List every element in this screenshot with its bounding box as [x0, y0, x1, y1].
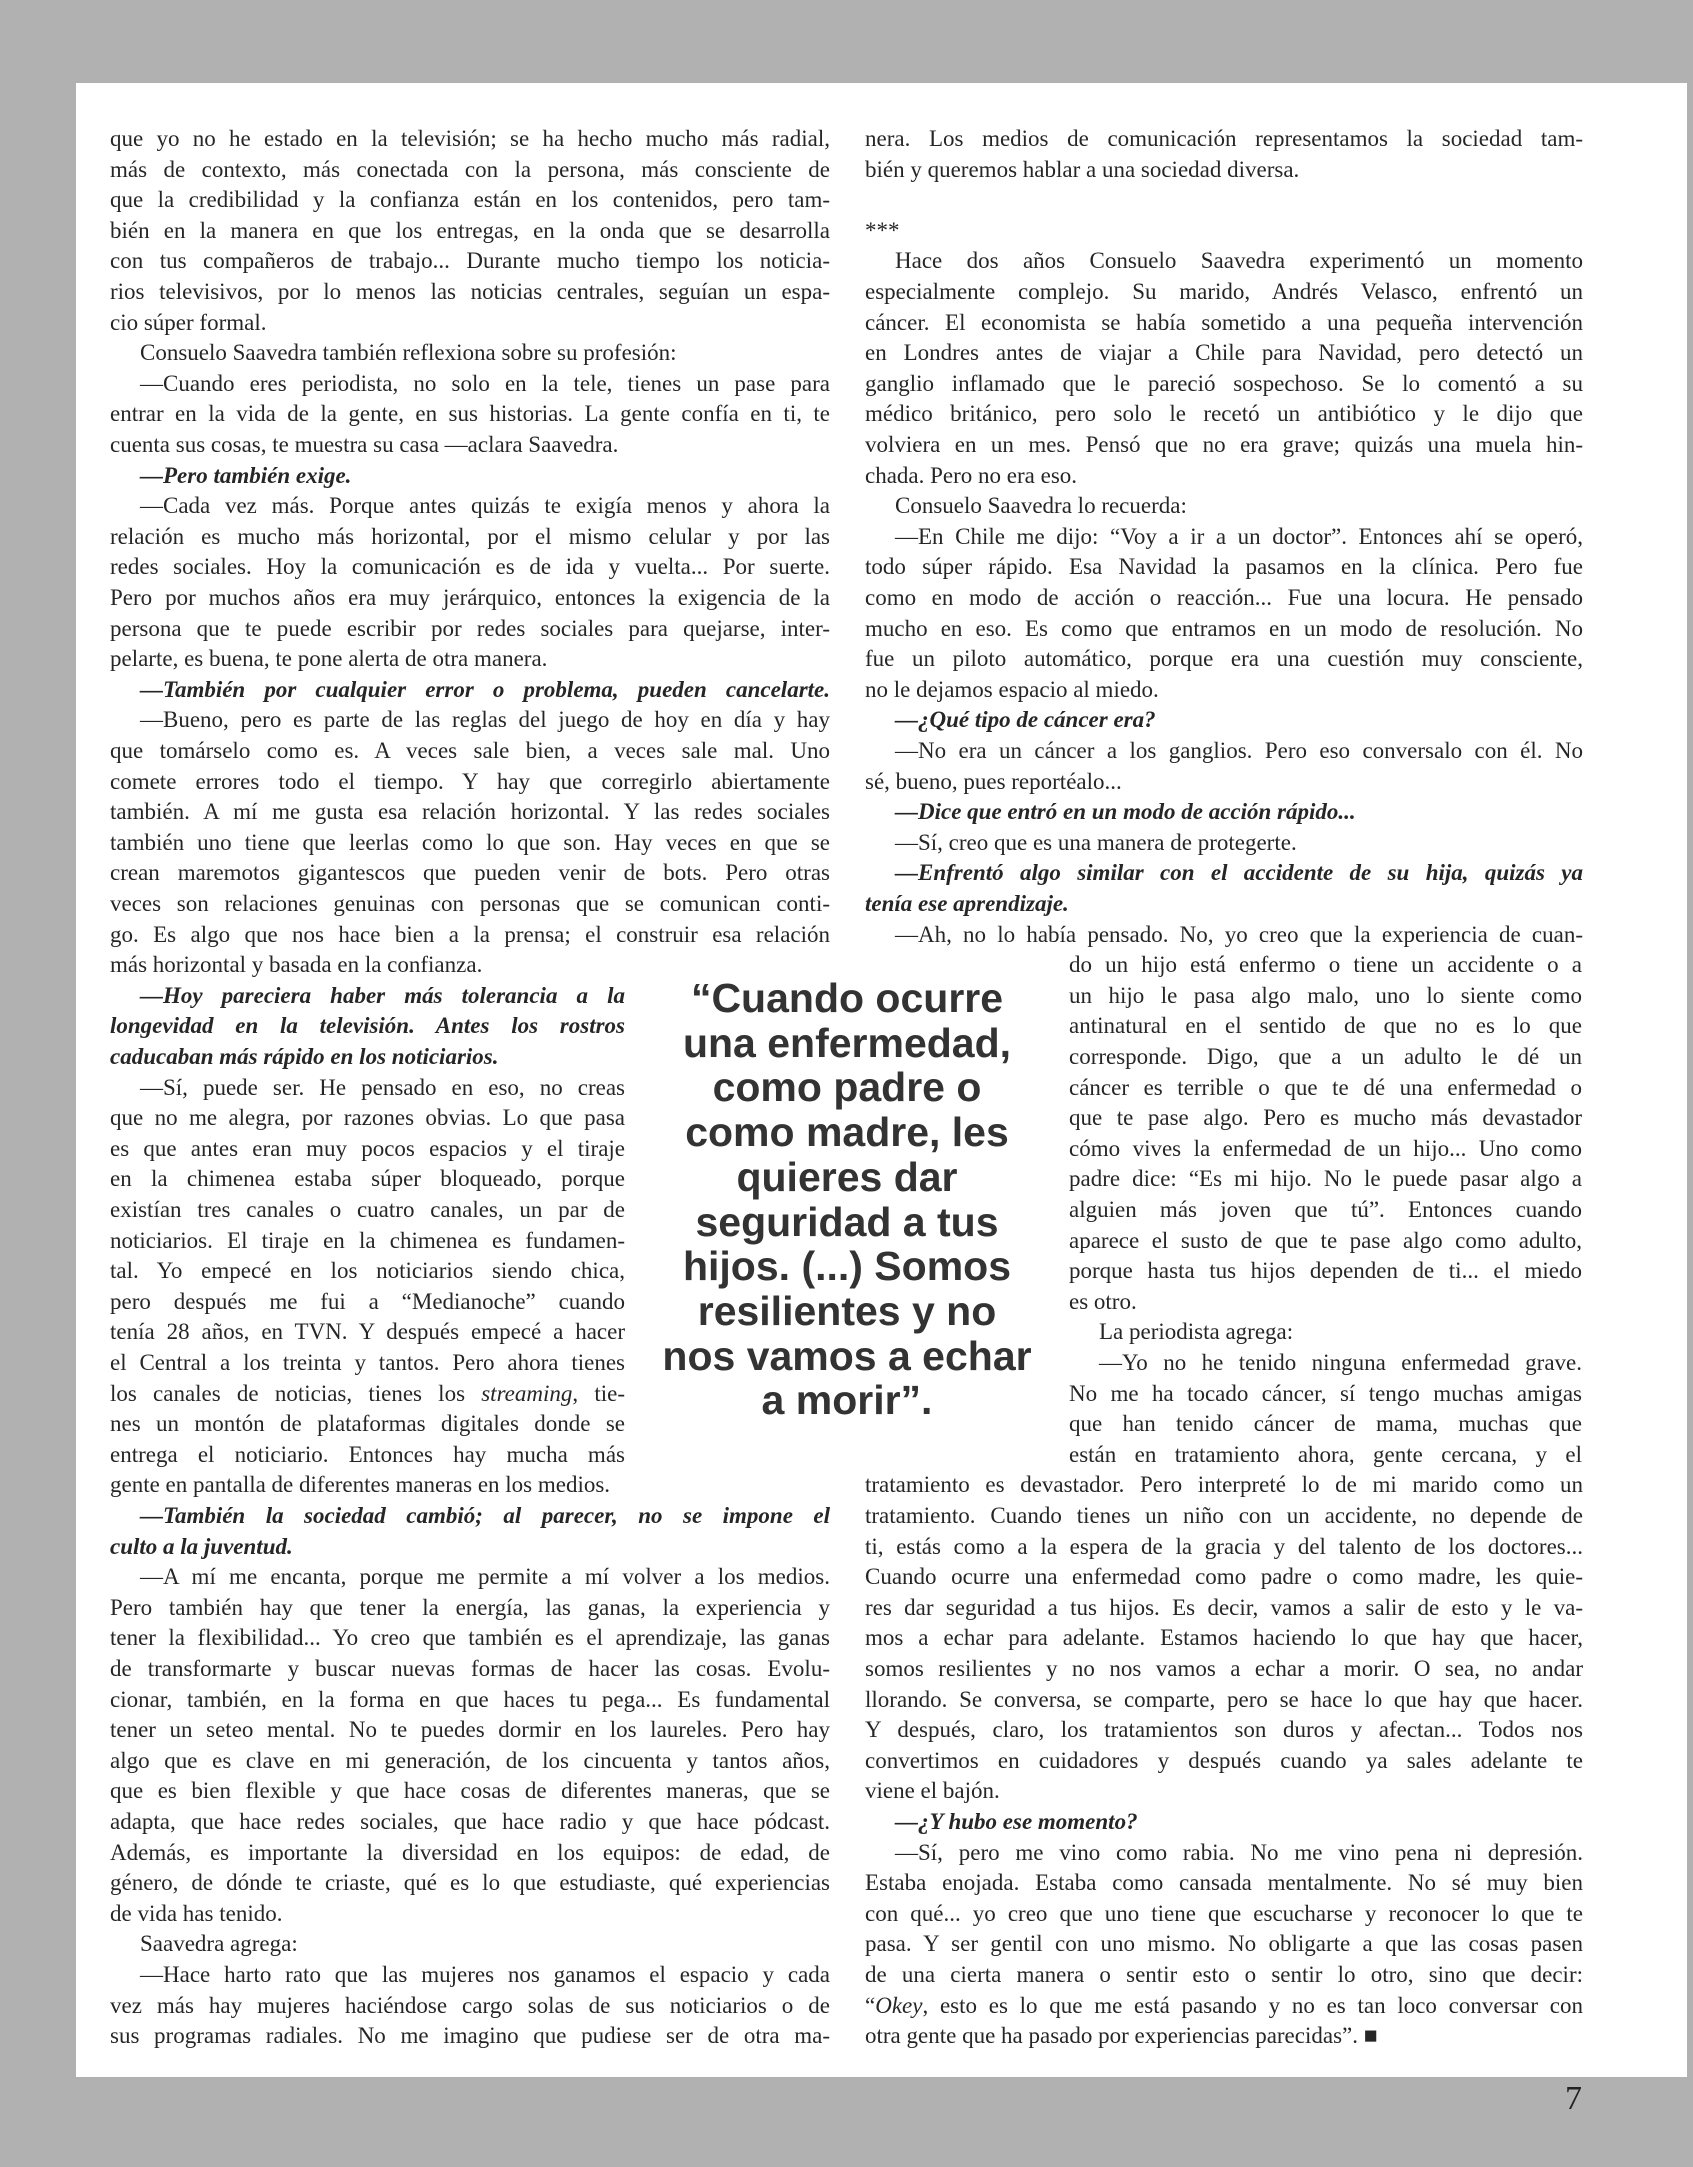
text-line: gente en pantalla de diferentes maneras en los medios.	[110, 1472, 611, 1498]
text-line: de una cierta manera o sentir esto o sentir lo otro, sino que decir:	[865, 1962, 1583, 1987]
text-line: —Ah, no lo había pensado. No, yo creo que la experiencia de cuan-	[895, 921, 1583, 947]
text-line: mucho en eso. Es como que entramos en un modo de resolución. No	[865, 615, 1583, 641]
pull-quote-line: como padre o	[712, 1064, 982, 1111]
pull-quote-line: “Cuando ocurre	[690, 975, 1004, 1021]
text-line: con tus compañeros de trabajo... Durante mucho tiempo los noticia-	[110, 248, 830, 274]
pull-quote-line: hijos. (...) Somos	[682, 1243, 1012, 1290]
text-line: pasa. Y ser gentil con uno mismo. No obligarte a que las cosas pasen	[865, 1931, 1583, 1957]
text-line: los canales de noticias, tienes los streaming, tie-	[110, 1380, 625, 1406]
pull-quote-line: seguridad a tus	[695, 1198, 999, 1245]
text-line: —Yo no he tenido ninguna enfermedad grave.	[1099, 1350, 1582, 1375]
text-line: es que antes eran muy pocos espacios y el tiraje	[110, 1135, 625, 1161]
text-line: tal. Yo empecé en los noticiarios siendo chica,	[110, 1258, 625, 1284]
pull-quote-line: nos vamos a echar	[662, 1332, 1032, 1379]
text-line: “Okey, esto es lo que me está pasando y no es tan loco conversar con	[865, 1992, 1583, 2018]
text-line: especialmente complejo. Su marido, Andrés Velasco, enfrentó un	[865, 279, 1583, 304]
magazine-page	[76, 83, 1687, 2077]
text-line: —Sí, puede ser. He pensado en eso, no creas	[140, 1074, 625, 1100]
interview-question-line: —¿Qué tipo de cáncer era?	[895, 707, 1156, 733]
text-line: Y después, claro, los tratamientos son duros y afectan... Todos nos	[865, 1717, 1583, 1743]
text-line: volviera en un mes. Pensó que no era grave; quizás una muela hin-	[865, 432, 1583, 457]
text-line: rios televisivos, por lo menos las noticias centrales, seguían un espa-	[110, 279, 830, 304]
interview-question-line: —Dice que entró en un modo de acción rápido...	[895, 799, 1356, 825]
text-line: —Bueno, pero es parte de las reglas del juego de hoy en día y hay	[140, 707, 830, 733]
text-line: crean maremotos gigantescos que pueden venir de bots. Pero otras	[110, 860, 830, 886]
text-line: Pero por muchos años era muy jerárquico, entonces la exigencia de la	[110, 585, 830, 610]
text-line: cuenta sus cosas, te muestra su casa —aclara Saavedra.	[110, 432, 619, 457]
text-line: entrar en la vida de la gente, en sus historias. La gente confía en ti, te	[110, 401, 830, 427]
text-line: que es bien flexible y que hace cosas de diferentes maneras, que se	[110, 1778, 830, 1804]
text-line: también. A mí me gusta esa relación horizontal. Y las redes sociales	[110, 799, 830, 825]
interview-question-line: —Enfrentó algo similar con el accidente de su hija, quizás ya	[895, 860, 1583, 886]
text-line: noticiarios. El tiraje en la chimenea es fundamen-	[110, 1227, 625, 1253]
text-line: —En Chile me dijo: “Voy a ir a un doctor”. Entonces ahí se operó,	[895, 523, 1583, 549]
text-line: bién y queremos hablar a una sociedad diversa.	[865, 156, 1300, 182]
text-line: ***	[865, 217, 900, 243]
text-line: Estaba enojada. Estaba como cansada mentalmente. No sé muy bien	[865, 1870, 1583, 1896]
text-line: Consuelo Saavedra lo recuerda:	[895, 493, 1187, 519]
interview-question-line: —Hoy pareciera haber más tolerancia a la	[140, 982, 625, 1008]
text-line: más horizontal y basada en la confianza.	[110, 952, 483, 978]
text-line: —Sí, creo que es una manera de protegerte.	[895, 829, 1297, 855]
text-line: do un hijo está enfermo o tiene un accidente o a	[1069, 952, 1582, 978]
text-line: redes sociales. Hoy la comunicación es de ida y vuelta... Por suerte.	[110, 554, 830, 580]
text-line: —Cada vez más. Porque antes quizás te exigía menos y ahora la	[140, 493, 830, 519]
text-line: otra gente que ha pasado por experiencias parecidas”. ■	[865, 2023, 1378, 2049]
text-line: es otro.	[1069, 1288, 1137, 1314]
pull-quote-line: a morir”.	[761, 1377, 933, 1424]
text-line: género, de dónde te criaste, qué es lo que estudiaste, qué experiencias	[110, 1870, 830, 1896]
interview-question-line: tenía ese aprendizaje.	[865, 891, 1069, 916]
text-line: —Cuando eres periodista, no solo en la tele, tienes un pase para	[140, 370, 830, 396]
text-line: que tomárselo como es. A veces sale bien, a veces sale mal. Uno	[110, 738, 830, 763]
text-line: algo que es clave en mi generación, de los cincuenta y tantos años,	[110, 1747, 830, 1773]
pull-quote-line: una enfermedad,	[682, 1019, 1012, 1066]
text-line: tenía 28 años, en TVN. Y después empecé a hacer	[110, 1319, 625, 1345]
text-line: tratamiento. Cuando tienes un niño con un accidente, no depende de	[865, 1503, 1583, 1528]
text-line: fue un piloto automático, porque era una cuestión muy consciente,	[865, 646, 1583, 672]
text-line: tratamiento es devastador. Pero interpreté lo de mi marido como un	[865, 1472, 1583, 1498]
text-line: ganglio inflamado que le pareció sospechoso. Se lo comentó a su	[865, 370, 1583, 396]
text-line: nes un montón de plataformas digitales donde se	[110, 1411, 625, 1437]
pull-quote-line: resilientes y no	[697, 1287, 997, 1334]
text-line: cio súper formal.	[110, 309, 267, 335]
text-line: ti, estás como a la espera de la gracia y del talento de los doctores...	[865, 1533, 1583, 1559]
text-line: go. Es algo que nos hace bien a la prensa; el construir esa relación	[110, 921, 830, 947]
text-line: cáncer es terrible o que te dé una enfermedad o	[1069, 1074, 1582, 1100]
text-line: pero después me fui a “Medianoche” cuando	[110, 1288, 625, 1314]
text-line: Además, es importante la diversidad en los equipos: de edad, de	[110, 1839, 830, 1865]
pull-quote-line: quieres dar	[736, 1153, 958, 1200]
text-line: antinatural en el sentido de que no es lo que	[1069, 1013, 1582, 1039]
text-line: que no me alegra, por razones obvias. Lo que pasa	[110, 1105, 625, 1131]
interview-question-line: —¿Y hubo ese momento?	[895, 1809, 1138, 1834]
text-line: Hace dos años Consuelo Saavedra experimentó un momento	[895, 248, 1583, 274]
text-line: Cuando ocurre una enfermedad como padre o como madre, les quie-	[865, 1564, 1583, 1590]
text-line: persona que te puede escribir por redes sociales para quejarse, inter-	[110, 615, 830, 641]
text-line: chada. Pero no era eso.	[865, 462, 1078, 488]
text-line: adapta, que hace redes sociales, que hace radio y que hace pódcast.	[110, 1809, 830, 1834]
text-line: —A mí me encanta, porque me permite a mí volver a los medios.	[140, 1564, 830, 1590]
pull-quote	[642, 976, 1052, 1423]
text-line: que la credibilidad y la confianza están en los contenidos, pero tam-	[110, 187, 830, 213]
page-number: 7	[1565, 2080, 1582, 2117]
text-line: en la chimenea estaba súper bloqueado, porque	[110, 1166, 625, 1192]
text-line: sus programas radiales. No me imagino que pudiese ser de otra ma-	[110, 2023, 830, 2049]
text-line: padre dice: “Es mi hijo. No le puede pasar algo a	[1069, 1166, 1582, 1192]
text-line: que han tenido cáncer de mama, muchas que	[1069, 1411, 1582, 1437]
interview-question-line: caducaban más rápido en los noticiarios.	[110, 1044, 499, 1069]
text-line: —Sí, pero me vino como rabia. No me vino pena ni depresión.	[895, 1839, 1583, 1865]
text-line: cáncer. El economista se había sometido a una pequeña intervención	[865, 309, 1583, 335]
text-line: nera. Los medios de comunicación representamos la sociedad tam-	[865, 126, 1583, 151]
text-line: aparece el susto de que te pase algo como adulto,	[1069, 1227, 1582, 1253]
text-line: de transformarte y buscar nuevas formas de hacer las cosas. Evolu-	[110, 1656, 830, 1681]
interview-question-line: longevidad en la televisión. Antes los rostros	[110, 1013, 625, 1039]
text-line: vez más hay mujeres haciéndose cargo solas de sus noticiarios o de	[110, 1992, 830, 2018]
text-line: existían tres canales o cuatro canales, un par de	[110, 1197, 625, 1222]
text-line: porque hasta tus hijos dependen de ti... el miedo	[1069, 1258, 1582, 1284]
text-line: entrega el noticiario. Entonces hay mucha más	[110, 1441, 625, 1467]
text-line: relación es mucho más horizontal, por el mismo celular y por las	[110, 523, 830, 549]
text-line: convertimos en cuidadores y después cuando ya sales adelante te	[865, 1747, 1583, 1773]
text-line: somos resilientes y no nos vamos a echar a morir. O sea, no andar	[865, 1656, 1583, 1681]
text-line: cionar, también, en la forma en que haces tu pega... Es fundamental	[110, 1686, 830, 1712]
text-line: —Hace harto rato que las mujeres nos ganamos el espacio y cada	[140, 1962, 830, 1987]
text-line: que te pase algo. Pero es mucho más devastador	[1069, 1105, 1582, 1131]
text-line: La periodista agrega:	[1099, 1319, 1294, 1345]
text-line: bién en la manera en que los entregas, en la onda que se desarrolla	[110, 217, 830, 243]
text-line: Consuelo Saavedra también reflexiona sobre su profesión:	[140, 340, 677, 366]
pull-quote-line: como madre, les	[685, 1109, 1009, 1156]
text-line: de vida has tenido.	[110, 1900, 283, 1926]
text-line: el Central a los treinta y tantos. Pero ahora tienes	[110, 1350, 625, 1375]
interview-question-line: culto a la juventud.	[110, 1533, 293, 1559]
interview-question-line: —También por cualquier error o problema, pueden cancelarte.	[140, 676, 830, 702]
text-line: llorando. Se conversa, se comparte, pero se hace lo que hay que hacer.	[865, 1686, 1583, 1712]
text-line: que yo no he estado en la televisión; se ha hecho mucho más radial,	[110, 126, 830, 151]
text-line: cómo vives la enfermedad de un hijo... Uno como	[1069, 1135, 1582, 1161]
text-line: en Londres antes de viajar a Chile para Navidad, pero detectó un	[865, 340, 1583, 366]
text-line: comete errores todo el tiempo. Y hay que corregirlo abiertamente	[110, 768, 830, 794]
text-line: Pero también hay que tener la energía, las ganas, la experiencia y	[110, 1594, 830, 1620]
text-line: alguien más joven que tú”. Entonces cuando	[1069, 1197, 1582, 1222]
text-line: viene el bajón.	[865, 1778, 1000, 1804]
text-line: un hijo le pasa algo malo, uno lo siente como	[1069, 982, 1582, 1008]
text-line: más de contexto, más conectada con la persona, más consciente de	[110, 156, 830, 182]
text-line: —No era un cáncer a los ganglios. Pero eso conversalo con él. No	[895, 738, 1583, 763]
text-line: tener la flexibilidad... Yo creo que también es el aprendizaje, las ganas	[110, 1625, 830, 1651]
text-line: No me ha tocado cáncer, sí tengo muchas amigas	[1069, 1380, 1582, 1406]
text-line: mos a echar para adelante. Estamos haciendo lo que hay que hacer,	[865, 1625, 1583, 1651]
text-line: res dar seguridad a tus hijos. Es decir, vamos a salir de esto y le va-	[865, 1594, 1583, 1620]
interview-question-line: —Pero también exige.	[140, 462, 352, 488]
text-line: están en tratamiento ahora, gente cercana, y el	[1069, 1441, 1582, 1467]
text-line: corresponde. Digo, que a un adulto le dé un	[1069, 1044, 1582, 1069]
text-line: no le dejamos espacio al miedo.	[865, 676, 1159, 702]
text-line: veces son relaciones genuinas con personas que se comunican conti-	[110, 891, 830, 916]
text-line: todo súper rápido. Esa Navidad la pasamos en la clínica. Pero fue	[865, 554, 1583, 580]
text-line: sé, bueno, pues reportéalo...	[865, 768, 1122, 794]
text-line: tener un seteo mental. No te puedes dormir en los laureles. Pero hay	[110, 1717, 830, 1743]
text-line: también uno tiene que leerlas como lo que son. Hay veces en que se	[110, 829, 830, 855]
interview-question-line: —También la sociedad cambió; al parecer, no se impone el	[140, 1503, 830, 1528]
text-line: pelarte, es buena, te pone alerta de otra manera.	[110, 646, 548, 672]
text-line: como en modo de acción o reacción... Fue una locura. He pensado	[865, 585, 1583, 610]
text-line: Saavedra agrega:	[140, 1931, 298, 1957]
text-line: con qué... yo creo que uno tiene que escucharse y reconocer lo que te	[865, 1900, 1583, 1926]
text-line: médico británico, pero solo le recetó un antibiótico y le dijo que	[865, 401, 1583, 427]
